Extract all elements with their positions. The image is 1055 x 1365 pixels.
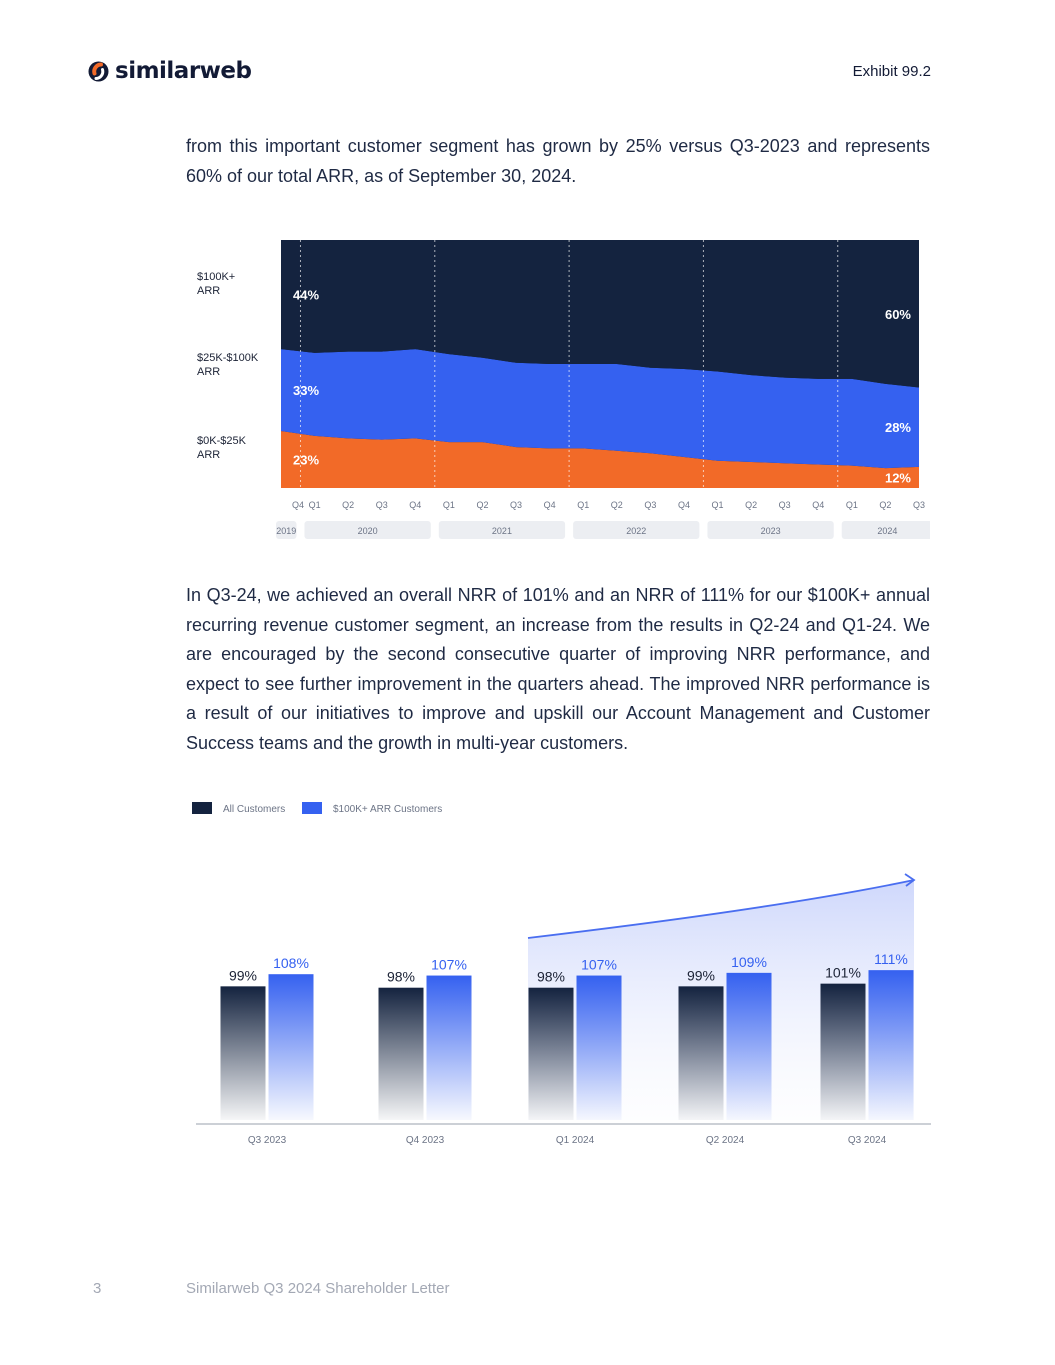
percent-label: 23%	[293, 452, 320, 468]
year-label: 2020	[357, 526, 378, 536]
nrr-bar-chart	[186, 790, 946, 1160]
x-tick-label: Q4	[812, 500, 825, 510]
bar-value-label: 98%	[536, 968, 566, 985]
x-tick-label: Q1	[845, 500, 858, 510]
x-tick-label: Q1	[577, 500, 590, 510]
legend-label: All Customers	[223, 804, 286, 815]
x-tick-label: Q2	[476, 500, 489, 510]
series-label: ARR	[197, 285, 221, 297]
page-number: 3	[93, 1280, 102, 1297]
x-tick-label: Q1 2024	[555, 1135, 595, 1146]
bar	[379, 988, 424, 1120]
year-label: 2021	[491, 526, 512, 536]
series-label: $100K+	[197, 271, 236, 283]
series-label: ARR	[197, 366, 221, 378]
body-paragraph: In Q3-24, we achieved an overall NRR of 101% and an NRR of 111% for our $100K+ annual recurring revenue customer segment, an increase from the results in Q2-24 and Q1-24. We are encouraged by the second consecutive quarter of improving NRR performance, and expect to see further improvement in the quarters ahead. The improved NRR performance is a result of our initiatives to improve and upskill our Account Management and Customer Success teams and the growth in multi-year customers.	[186, 585, 930, 753]
bar-value-label: 111%	[874, 951, 908, 968]
x-tick-label: Q1	[442, 500, 455, 510]
x-tick-label: Q2	[879, 500, 892, 510]
x-tick-label: Q1	[711, 500, 724, 510]
year-label: 2022	[626, 526, 647, 536]
x-tick-label: Q4	[409, 500, 422, 510]
percent-label: 44%	[293, 287, 320, 303]
x-tick-label: Q3 2024	[847, 1135, 887, 1146]
x-tick-label: Q2 2024	[705, 1135, 745, 1146]
legend-swatch	[192, 802, 212, 814]
x-tick-label: Q3	[912, 500, 926, 510]
logo-text: similarweb	[115, 58, 252, 84]
similarweb-logo-icon	[88, 61, 109, 82]
percent-label: 33%	[293, 383, 320, 399]
bar	[221, 986, 266, 1120]
percent-label: 12%	[884, 470, 911, 486]
year-label: 2023	[760, 526, 781, 536]
x-tick-label: Q3	[778, 500, 791, 510]
bar	[727, 973, 772, 1120]
bar-value-label: 101%	[825, 964, 861, 981]
bar-value-label: 108%	[273, 955, 309, 972]
bar-value-label: 98%	[386, 968, 416, 985]
bar-value-label: 99%	[228, 967, 258, 984]
bar-value-label: 107%	[431, 956, 467, 973]
x-tick-label: Q3	[375, 500, 388, 510]
x-tick-label: Q2	[610, 500, 623, 510]
x-tick-label: Q3	[644, 500, 657, 510]
year-label: 2019	[276, 526, 297, 536]
bar	[679, 986, 724, 1120]
x-tick-label: Q4 2023	[405, 1135, 445, 1146]
exhibit-label: Exhibit 99.2	[852, 63, 931, 80]
series-label: ARR	[197, 449, 221, 461]
x-tick-label: Q4	[543, 500, 556, 510]
bar	[821, 984, 866, 1120]
bar	[577, 976, 622, 1120]
percent-label: 60%	[884, 306, 911, 322]
x-tick-label: Q4	[677, 500, 690, 510]
bar	[529, 988, 574, 1120]
logo	[88, 58, 251, 84]
footer-title: Similarweb Q3 2024 Shareholder Letter	[186, 1280, 450, 1297]
x-tick-label: Q2	[745, 500, 758, 510]
legend-swatch	[302, 802, 322, 814]
year-label: 2024	[877, 526, 898, 536]
x-tick-label: Q1	[308, 500, 321, 510]
x-tick-label: Q4	[291, 500, 305, 510]
series-label: $25K-$100K	[197, 352, 259, 364]
legend-label: $100K+ ARR Customers	[333, 804, 443, 815]
bar	[869, 970, 914, 1120]
bar	[269, 974, 314, 1120]
bar-value-label: 107%	[581, 956, 617, 973]
series-label: $0K-$25K	[197, 435, 246, 447]
bar-value-label: 109%	[731, 953, 767, 970]
percent-label: 28%	[884, 420, 911, 436]
bar	[427, 976, 472, 1120]
body-paragraph: from this important customer segment has grown by 25% versus Q3-2023 and represents 60% of our total ARR, as of September 30, 2024.	[186, 136, 930, 186]
x-tick-label: Q3	[510, 500, 523, 510]
bar-value-label: 99%	[686, 967, 716, 984]
arr-mix-area-chart	[190, 232, 930, 552]
x-tick-label: Q3 2023	[247, 1135, 287, 1146]
x-tick-label: Q2	[342, 500, 355, 510]
